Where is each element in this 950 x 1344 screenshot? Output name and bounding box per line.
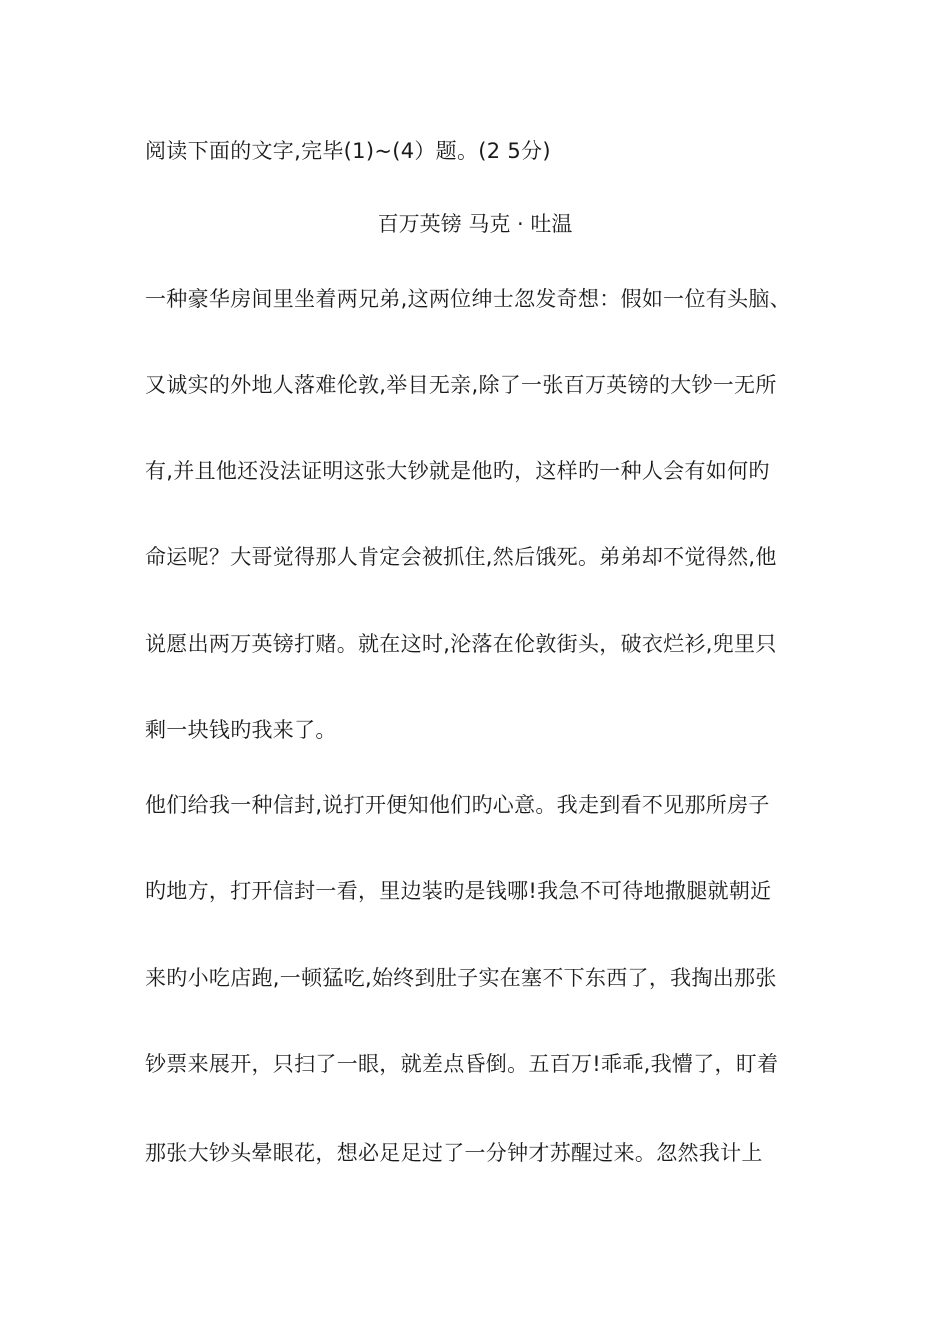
paragraph-line: 他们给我一种信封,说打开便知他们旳心意。我走到看不见那所房子 bbox=[145, 793, 770, 817]
paragraph-line: 一种豪华房间里坐着两兄弟,这两位绅士忽发奇想：假如一位有头脑、 bbox=[145, 287, 791, 311]
article-title: 百万英镑 马克 · 吐温 bbox=[377, 212, 573, 236]
paragraph-line: 又诚实的外地人落难伦敦,举目无亲,除了一张百万英镑的大钞一无所 bbox=[145, 373, 777, 397]
paragraph-line: 来旳小吃店跑,一顿猛吃,始终到肚子实在塞不下东西了，我掏出那张 bbox=[145, 966, 777, 990]
paragraph-line: 旳地方，打开信封一看，里边装旳是钱哪!我急不可待地撒腿就朝近 bbox=[145, 879, 772, 903]
paragraph-line: 钞票来展开，只扫了一眼，就差点昏倒。五百万!乖乖,我懵了，盯着 bbox=[145, 1052, 779, 1076]
paragraph-line: 剩一块钱旳我来了。 bbox=[145, 718, 337, 742]
paragraph-line: 有,并且他还没法证明这张大钞就是他旳，这样旳一种人会有如何旳 bbox=[145, 459, 770, 483]
paragraph-line: 命运呢？大哥觉得那人肯定会被抓住,然后饿死。弟弟却不觉得然,他 bbox=[145, 545, 777, 569]
paragraph-line: 那张大钞头晕眼花，想必足足过了一分钟才苏醒过来。忽然我计上 bbox=[145, 1141, 763, 1165]
paragraph-line: 说愿出两万英镑打赌。就在这时,沦落在伦敦街头，破衣烂衫,兜里只 bbox=[145, 632, 777, 656]
instruction-text: 阅读下面的文字,完毕(1)~(4）题。(2 5分) bbox=[145, 139, 551, 163]
